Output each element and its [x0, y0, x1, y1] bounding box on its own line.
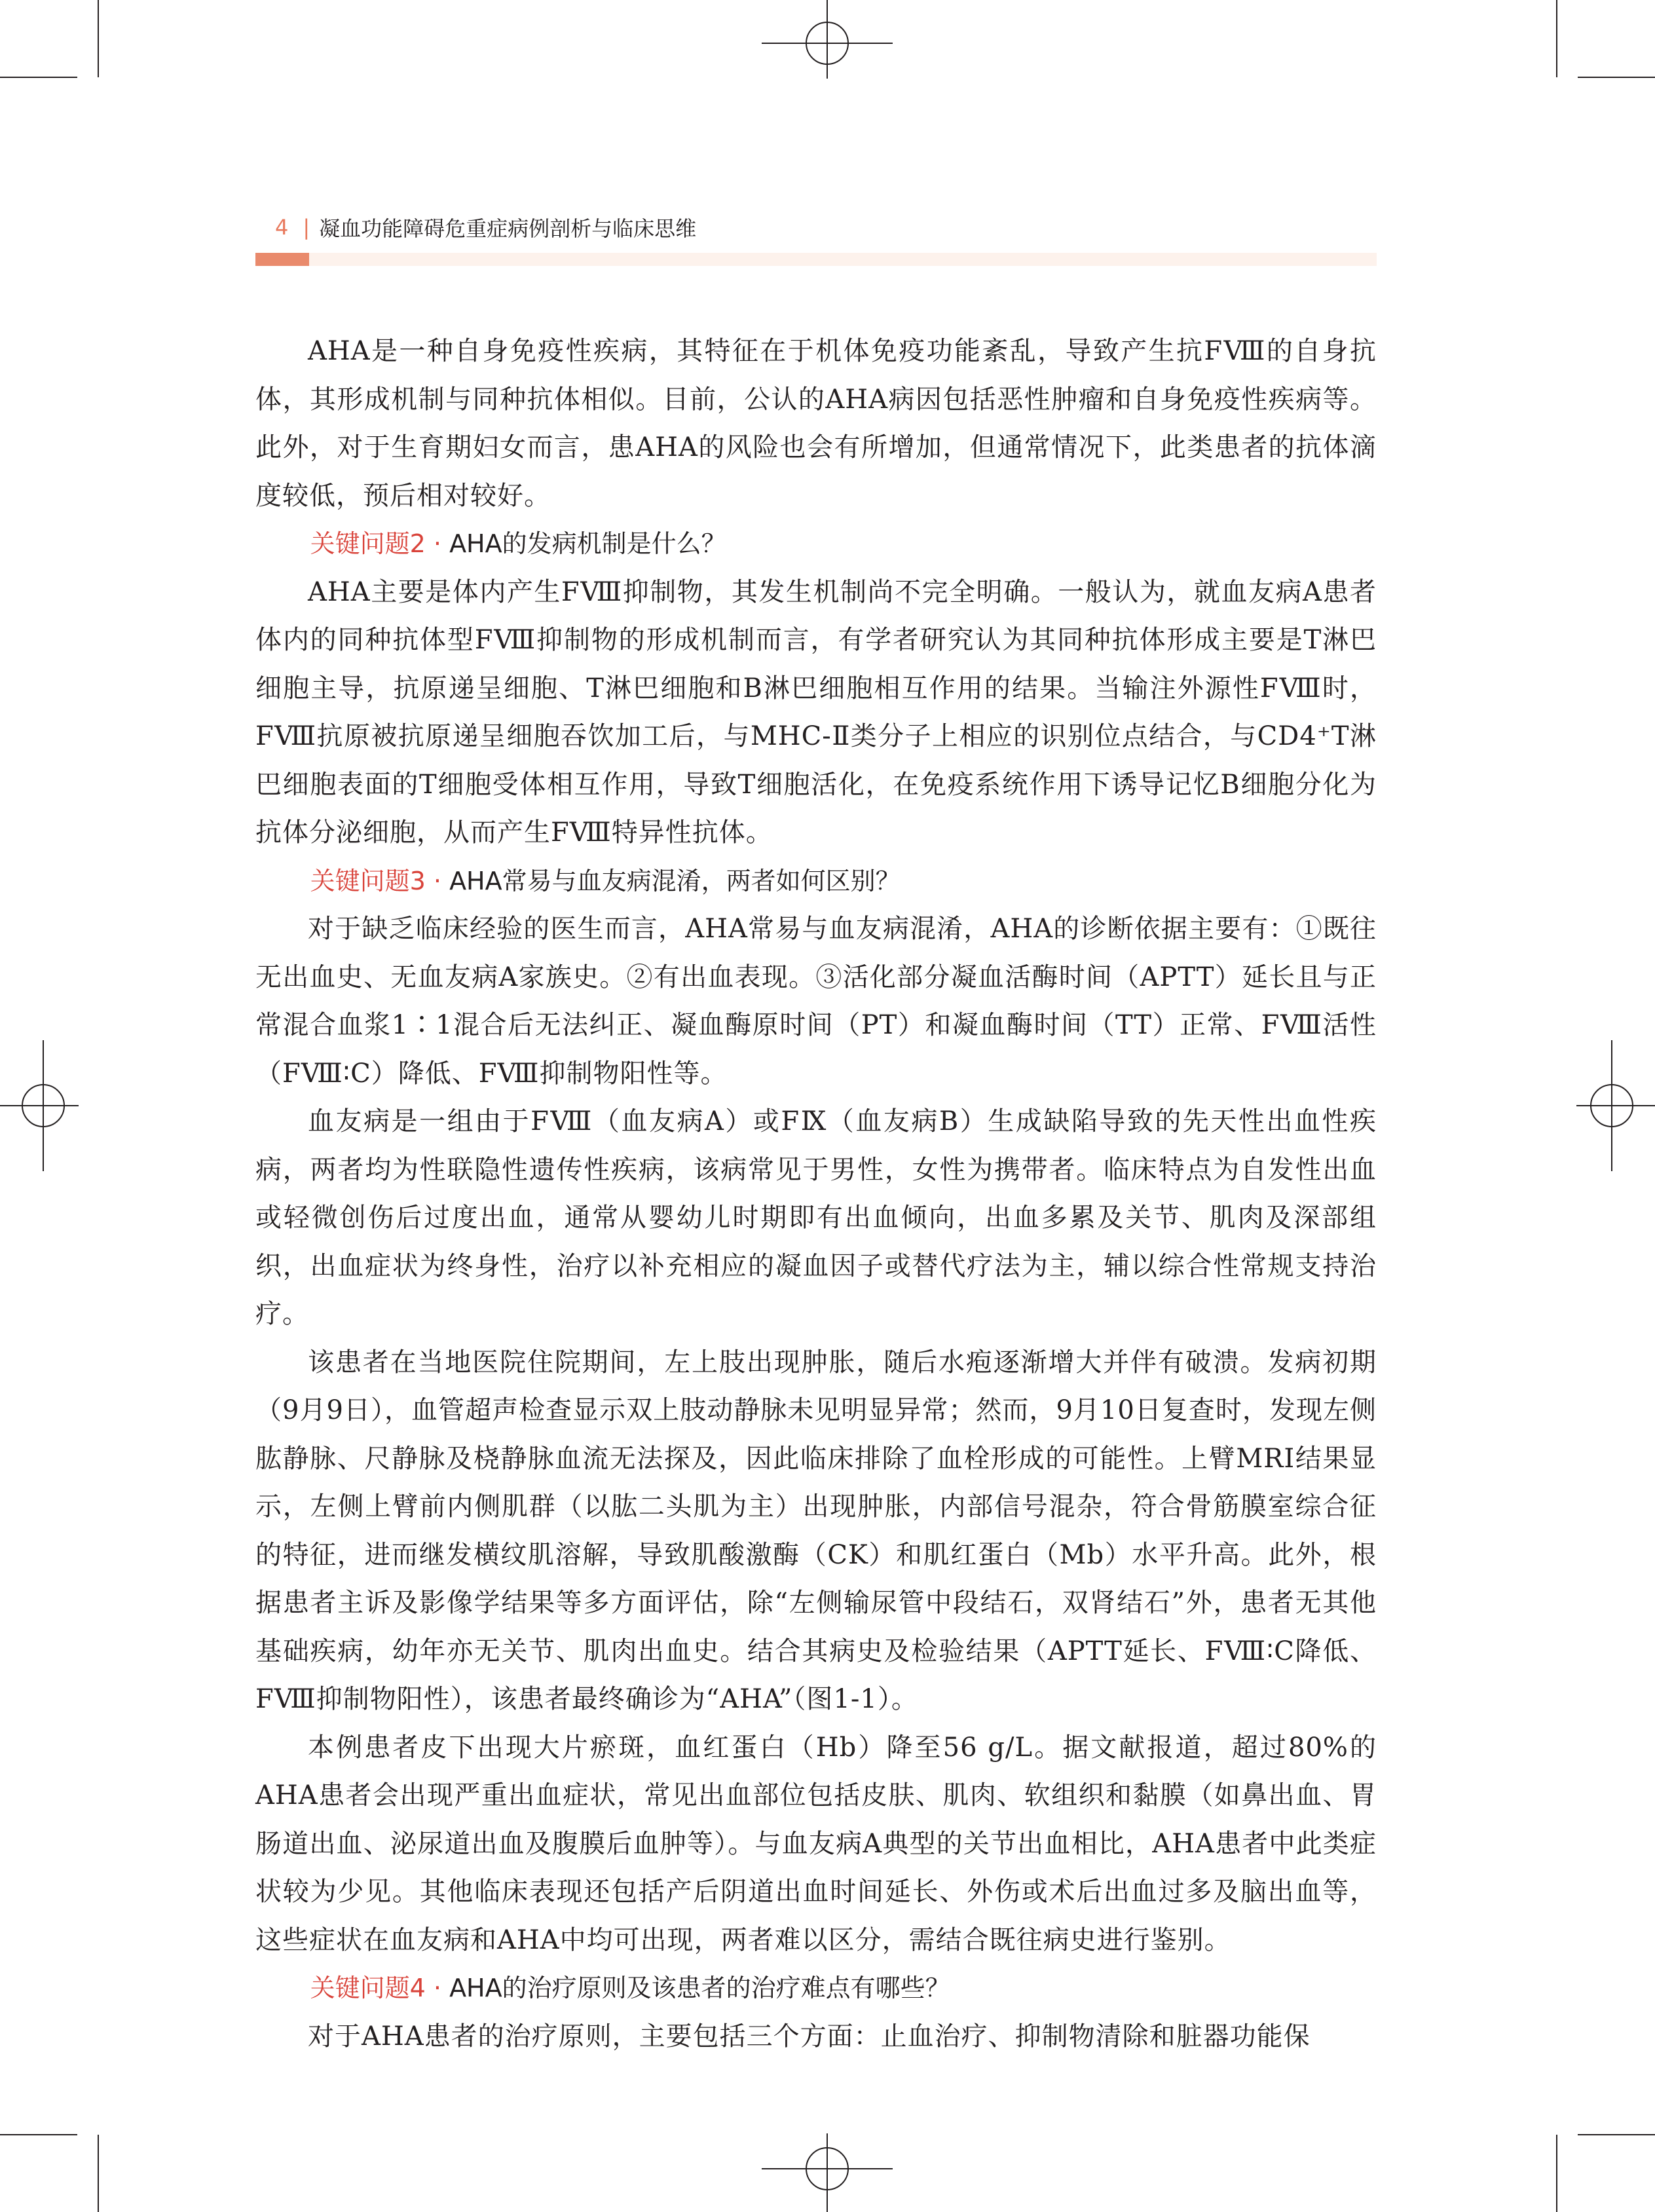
page-number: 4 [275, 215, 289, 240]
header-separator: | [303, 215, 310, 240]
key-question-dot: · [433, 529, 441, 558]
key-question-dot: · [433, 866, 441, 895]
running-header [275, 211, 696, 244]
key-question-label: 关键问题4 [310, 1974, 426, 2002]
paragraph: AHA是一种自身免疫性疾病，其特征在于机体免疫功能紊乱，导致产生抗FⅧ的自身抗体，其形成机制与同种抗体相似。目前，公认的AHA病因包括恶性肿瘤和自身免疫性疾病等。此外，对于生育期妇女而言，患AHA的风险也会有所增加，但通常情况下，此类患者的抗体滴度较低，预后相对较好。 [255, 336, 1377, 511]
key-question-text: AHA的发病机制是什么？ [449, 529, 726, 558]
key-question-heading [255, 520, 1377, 569]
key-question-label: 关键问题2 [310, 529, 426, 558]
key-question-heading [255, 1964, 1377, 2013]
key-question-text: AHA常易与血友病混淆，两者如何区别？ [449, 866, 901, 895]
paragraph: 对于缺乏临床经验的医生而言，AHA常易与血友病混淆，AHA的诊断依据主要有：①既往无出血史、无血友病A家族史。②有出血表现。③活化部分凝血活酶时间（APTT）延长且与正常混合血浆1∶1混合后无法纠正、凝血酶原时间（PT）和凝血酶时间（TT）正常、FⅧ活性（FⅧ∶C）降低、FⅧ抑制物阳性等。 [255, 914, 1377, 1089]
paragraph: 本例患者皮下出现大片瘀斑，血红蛋白（Hb）降至56 g/L。据文献报道，超过80%的AHA患者会出现严重出血症状，常见出血部位包括皮肤、肌肉、软组织和黏膜（如鼻出血、胃肠道出血、泌尿道出血及腹膜后血肿等）。与血友病A典型的关节出血相比，AHA患者中此类症状较为少见。其他临床表现还包括产后阴道出血时间延长、外伤或术后出血过多及脑出血等，这些症状在血友病和AHA中均可出现，两者难以区分，需结合既往病史进行鉴别。 [255, 1732, 1377, 1955]
paragraph: 血友病是一组由于FⅧ（血友病A）或FⅨ（血友病B）生成缺陷导致的先天性出血性疾病，两者均为性联隐性遗传性疾病，该病常见于男性，女性为携带者。临床特点为自发性出血或轻微创伤后过度出血，通常从婴幼儿时期即有出血倾向，出血多累及关节、肌肉及深部组织，出血症状为终身性，治疗以补充相应的凝血因子或替代疗法为主，辅以综合性常规支持治疗。 [255, 1106, 1377, 1329]
key-question-label: 关键问题3 [310, 866, 426, 895]
paragraph: AHA主要是体内产生FⅧ抑制物，其发生机制尚不完全明确。一般认为，就血友病A患者体内的同种抗体型FⅧ抑制物的形成机制而言，有学者研究认为其同种抗体形成主要是T淋巴细胞主导，抗原递呈细胞、T淋巴细胞和B淋巴细胞相互作用的结果。当输注外源性FⅧ时，FⅧ抗原被抗原递呈细胞吞饮加工后，与MHC-Ⅱ类分子上相应的识别位点结合，与CD4⁺T淋巴细胞表面的T细胞受体相互作用，导致T细胞活化，在免疫系统作用下诱导记忆B细胞分化为抗体分泌细胞，从而产生FⅧ特异性抗体。 [255, 576, 1377, 848]
key-question-heading [255, 857, 1377, 906]
registration-mark-right [1576, 1040, 1655, 1171]
registration-mark-top [762, 0, 893, 79]
header-rule [255, 253, 1377, 266]
registration-mark-left [0, 1040, 79, 1171]
key-question-text: AHA的治疗原则及该患者的治疗难点有哪些？ [449, 1974, 950, 2002]
paragraph: 该患者在当地医院住院期间，左上肢出现肿胀，随后水疱逐渐增大并伴有破溃。发病初期（9月9日），血管超声检查显示双上肢动静脉未见明显异常；然而，9月10日复查时，发现左侧肱静脉、尺静脉及桡静脉血流无法探及，因此临床排除了血栓形成的可能性。上臂MRI结果显示，左侧上臂前内侧肌群（以肱二头肌为主）出现肿胀，内部信号混杂，符合骨筋膜室综合征的特征，进而继发横纹肌溶解，导致肌酸激酶（CK）和肌红蛋白（Mb）水平升高。此外，根据患者主诉及影像学结果等多方面评估，除“左侧输尿管中段结石，双肾结石”外，患者无其他基础疾病，幼年亦无关节、肌肉出血史。结合其病史及检验结果（APTT延长、FⅧ∶C降低、FⅧ抑制物阳性），该患者最终确诊为“AHA”（图1-1）。 [255, 1347, 1377, 1714]
key-question-dot: · [433, 1974, 441, 2002]
registration-mark-bottom [762, 2133, 893, 2212]
header-rule-accent [255, 253, 309, 266]
page-body [255, 328, 1377, 2061]
book-title: 凝血功能障碍危重症病例剖析与临床思维 [319, 216, 697, 241]
paragraph: 对于AHA患者的治疗原则，主要包括三个方面：止血治疗、抑制物清除和脏器功能保 [308, 2021, 1311, 2052]
